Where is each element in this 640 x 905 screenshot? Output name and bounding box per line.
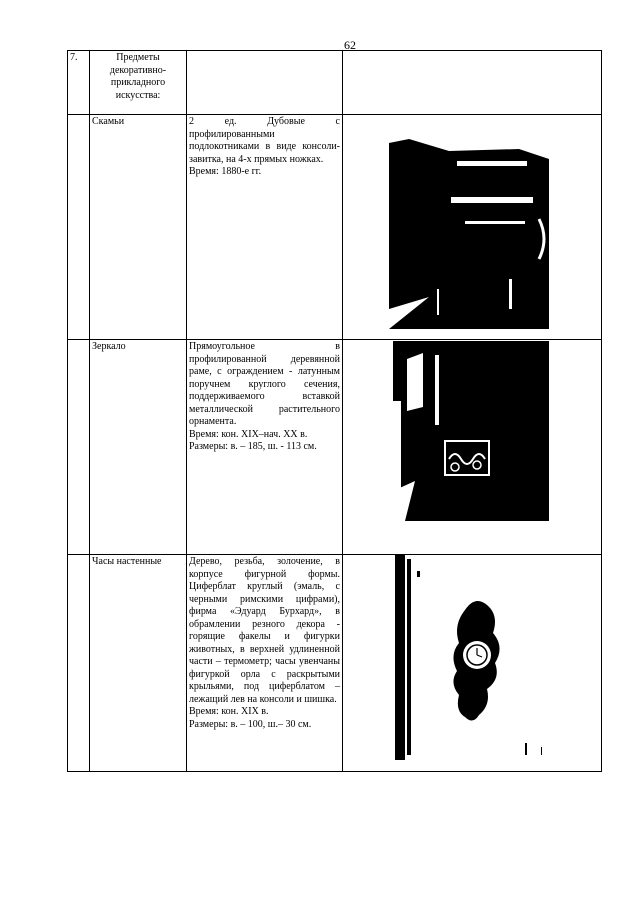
- item-description-cell: [187, 340, 343, 555]
- item-description: 2 ед. Дубовые с профилированными подлокотниками в виде консоли-завитка, на 4-х прямых ножках.: [189, 116, 340, 165]
- table-row: [68, 51, 602, 115]
- page-number: 62: [344, 38, 356, 52]
- item-time: Время: 1880-е гг.: [189, 166, 262, 177]
- photo-cell: [343, 115, 602, 340]
- empty-cell: [68, 555, 90, 772]
- photo-cell: [343, 340, 602, 555]
- item-description-cell: [187, 115, 343, 340]
- table-row: [68, 340, 602, 555]
- empty-cell: [187, 51, 343, 115]
- item-time: Время: кон. XIX–нач. XX в.: [189, 428, 308, 440]
- item-time: Время: кон. XIX в.: [189, 706, 269, 717]
- section-number: 7.: [68, 51, 90, 115]
- empty-cell: [68, 340, 90, 555]
- item-name: Скамьи: [90, 115, 187, 340]
- empty-cell: [343, 51, 602, 115]
- table-row: [68, 115, 602, 340]
- item-size: Размеры: в. – 185, ш. - 113 см.: [189, 441, 317, 452]
- item-name: Часы настенные: [90, 555, 187, 772]
- photo-cell: [343, 555, 602, 772]
- item-description: Дерево, резьба, золочение, в корпусе фигурной формы. Циферблат круглый (эмаль, с черными римскими цифрами), фирма «Эдуард Бурхард», в обрамлении резного декора - горящие факелы и фигурки животных, в верхней удлиненной части – термометр; часы увенчаны фигуркой орла с раскрытыми крыльями, под циферблатом – лежащий лев на консоли и шишка.: [189, 556, 340, 705]
- item-name: Зеркало: [90, 340, 187, 555]
- section-title: Предметы декоративно-прикладного искусства:: [90, 51, 187, 115]
- inventory-table: [67, 50, 602, 772]
- item-description-cell: [187, 555, 343, 772]
- table-row: [68, 555, 602, 772]
- empty-cell: [68, 115, 90, 340]
- item-size: Размеры: в. – 100, ш.– 30 см.: [189, 718, 312, 730]
- photo-benches: [389, 129, 549, 329]
- photo-clock: [395, 555, 551, 760]
- photo-mirror: [393, 341, 549, 521]
- item-description: Прямоугольное в профилированной деревянной раме, с ограждением - латунным поручнем круглого сечения, поддерживаемого вставкой металлической растительного орнамента.: [189, 341, 340, 427]
